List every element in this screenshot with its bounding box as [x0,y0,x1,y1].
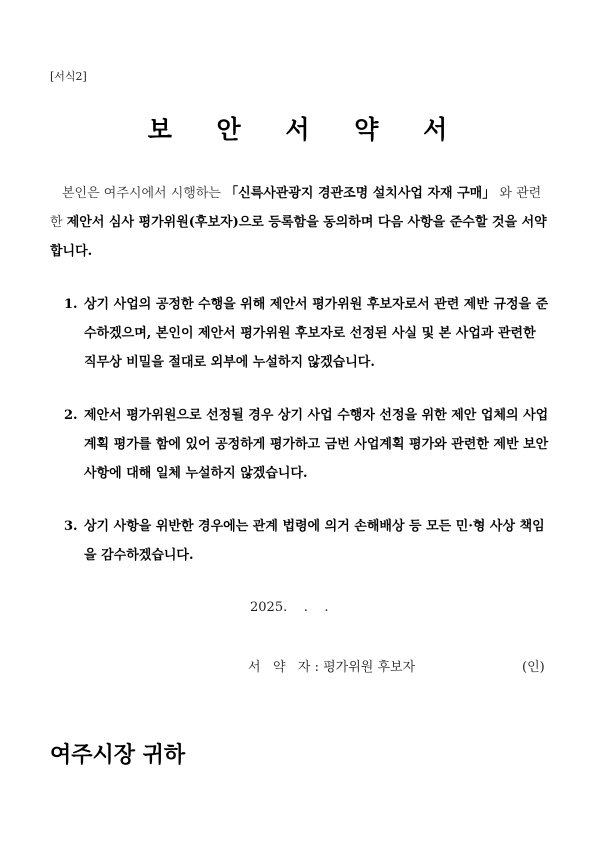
project-name: 「신륵사관광지 경관조명 설치사업 자재 구매」 [225,186,496,201]
pledge-number: 2. [64,408,78,423]
pledge-item [64,512,550,570]
document-title: 보 안 서 약 서 [147,115,466,144]
pledge-text: 상기 사항을 위반한 경우에는 관계 법령에 의거 손해배상 등 모든 민·형 사상 책임을 감수하겠습니다. [84,519,545,563]
form-number: [서식2] [50,70,87,83]
seal-mark: (인) [522,660,545,675]
pledge-text: 상기 사업의 공정한 수행을 위해 제안서 평가위원 후보자로서 관련 제반 규정을 준수하겠으며, 본인이 제안서 평가위원 후보자로 선정된 사실 및 본 사업과 관련한 직무상 비밀을 절대로 외부에 누설하지 않겠습니다. [84,297,549,370]
intro-paragraph [50,179,550,266]
pledge-number: 3. [64,519,78,534]
signer-line: 서 약 자 : 평가위원 후보자 [248,660,416,675]
pledge-text: 제안서 평가위원으로 선정될 경우 상기 사업 수행자 선정을 위한 제안 업체의 사업계획 평가를 함에 있어 공정하게 평가하고 금번 사업계획 평가와 관련한 제반 보안사항에 대해 일체 누설하지 않겠습니다. [84,408,549,481]
pledge-item [64,401,550,488]
pledge-date: 2025. . . [250,600,329,615]
addressee: 여주시장 귀하 [50,743,186,768]
intro-text-3: 제안서 심사 평가위원(후보자)으로 등록함을 동의하며 다음 사항을 준수할 것을 서약합니다. [50,215,547,259]
pledge-number: 1. [64,297,78,312]
pledge-item [64,290,550,377]
intro-text-2: 와 관련한 [50,186,542,230]
intro-text-1: 본인은 여주시에서 시행하는 [62,186,226,201]
pledge-list [64,290,550,570]
